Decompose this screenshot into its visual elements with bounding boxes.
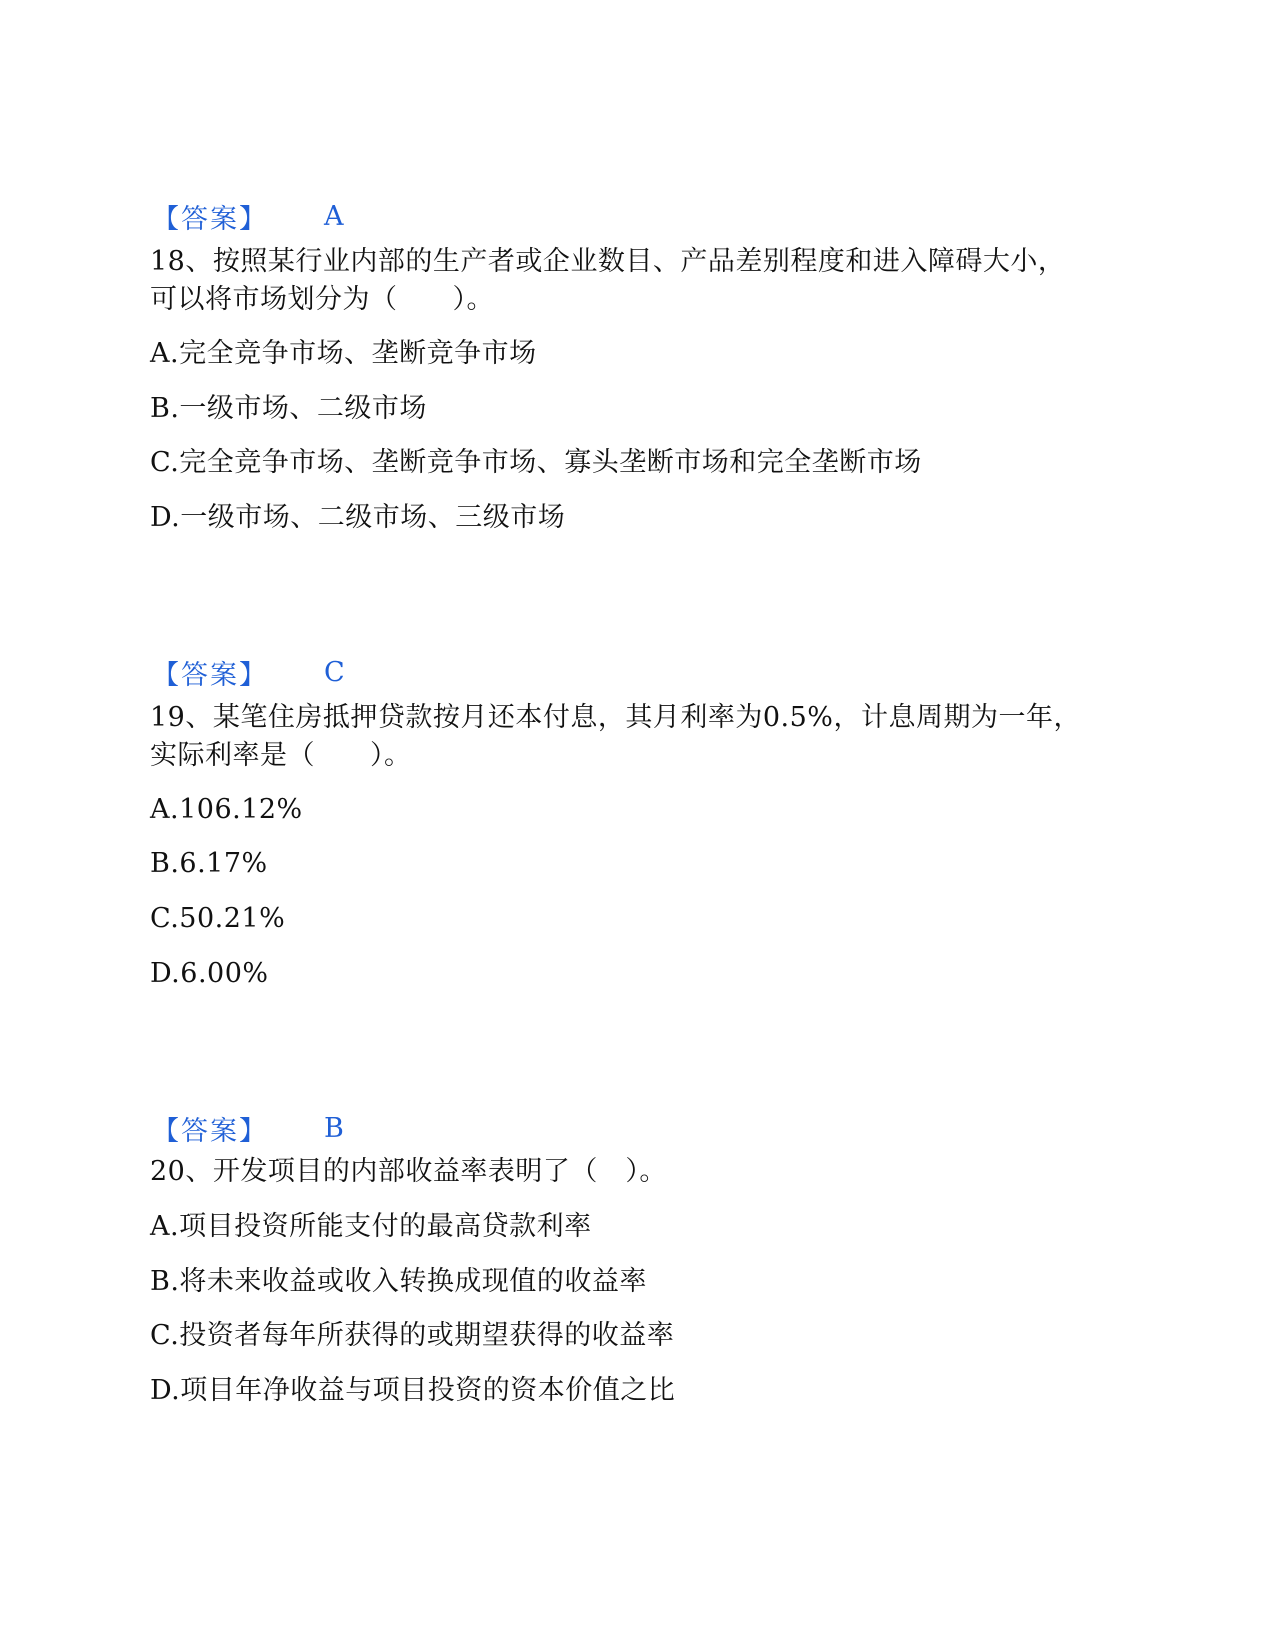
answer-label: 【答案】 — [152, 659, 268, 691]
answer-value: C — [324, 656, 345, 688]
question-20-option-c: C.投资者每年所获得的或期望获得的收益率 — [150, 1320, 675, 1351]
question-18-option-d: D.一级市场、二级市场、三级市场 — [150, 502, 566, 533]
question-19-line-1: 19、某笔住房抵押贷款按月还本付息，其月利率为0.5%，计息周期为一年， — [150, 702, 1081, 733]
question-18-option-b: B.一级市场、二级市场 — [150, 393, 427, 424]
answer-18 — [152, 652, 345, 692]
question-20-option-a: A.项目投资所能支付的最高贷款利率 — [150, 1211, 592, 1242]
question-19-line-2: 实际利率是（ ）。 — [150, 740, 412, 771]
question-18-line-2: 可以将市场划分为（ ）。 — [150, 284, 494, 315]
question-20-option-b: B.将未来收益或收入转换成现值的收益率 — [150, 1266, 647, 1297]
answer-label: 【答案】 — [152, 1115, 268, 1147]
question-18-line-1: 18、按照某行业内部的生产者或企业数目、产品差别程度和进入障碍大小， — [150, 246, 1066, 277]
answer-19 — [152, 1108, 344, 1148]
answer-label: 【答案】 — [152, 203, 268, 235]
question-19-option-d: D.6.00% — [150, 958, 269, 989]
question-20-option-d: D.项目年净收益与项目投资的资本价值之比 — [150, 1375, 676, 1406]
question-18-option-a: A.完全竞争市场、垄断竞争市场 — [150, 338, 537, 369]
question-18-option-c: C.完全竞争市场、垄断竞争市场、寡头垄断市场和完全垄断市场 — [150, 447, 922, 478]
answer-value: B — [324, 1112, 344, 1144]
question-19-option-a: A.106.12% — [150, 794, 303, 825]
question-19-option-c: C.50.21% — [150, 903, 286, 934]
answer-value: A — [324, 200, 344, 232]
question-20-line-1: 20、开发项目的内部收益率表明了（ ）。 — [150, 1156, 667, 1187]
answer-17 — [152, 196, 344, 236]
question-19-option-b: B.6.17% — [150, 848, 268, 879]
